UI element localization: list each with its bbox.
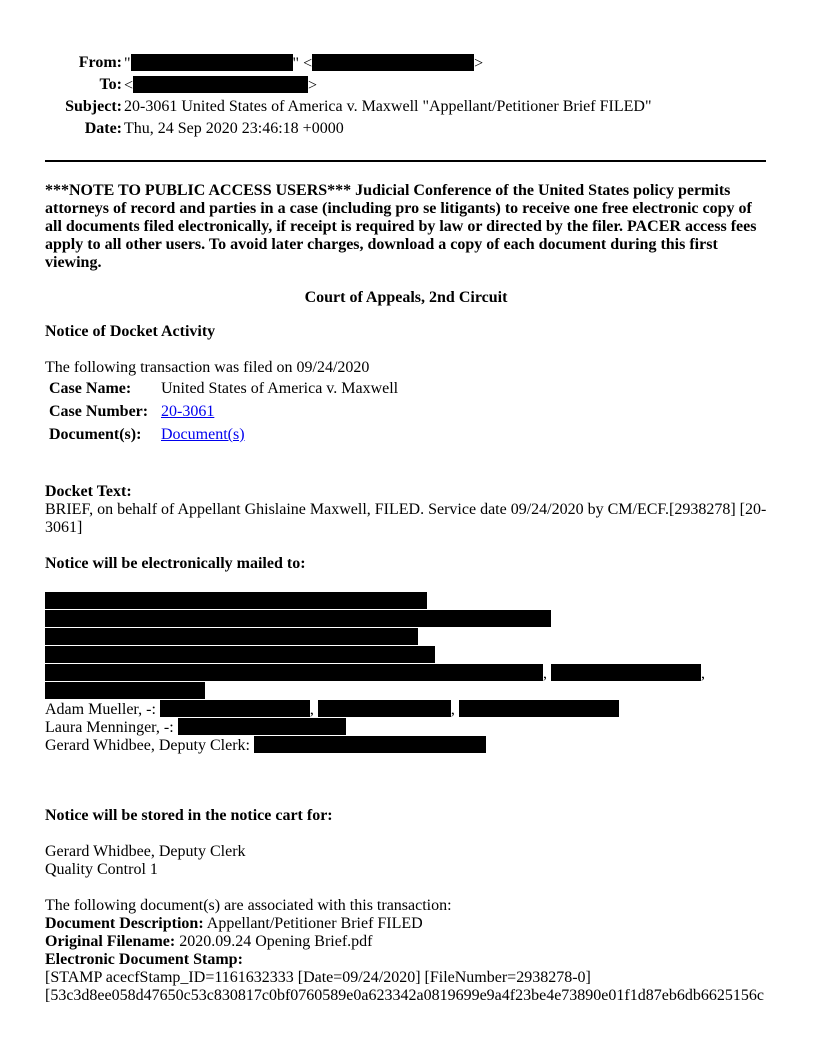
to-value: < >	[124, 77, 318, 94]
stored-heading: Notice will be stored in the notice cart for:	[45, 807, 333, 824]
public-access-notice: ***NOTE TO PUBLIC ACCESS USERS*** Judicial Conference of the United States policy permits attorneys of record and parties in a case (including pro se litigants) to receive one free electronic copy of all documents filed electronically, if receipt is required by law or directed by the filer. PACER access fees apply to all other users. To avoid later charges, download a copy of each document during this first viewing.	[45, 182, 757, 271]
orig-filename-row	[45, 933, 373, 951]
documents-row	[45, 426, 402, 449]
doc-description-row	[45, 915, 423, 933]
redaction-bar	[312, 54, 474, 71]
recipient-name: Gerard Whidbee, Deputy Clerk:	[45, 737, 250, 754]
orig-filename-value: 2020.09.24 Opening Brief.pdf	[179, 933, 373, 950]
subject-value: 20-3061 United States of America v. Maxwell "Appellant/Petitioner Brief FILED"	[124, 98, 652, 115]
redaction-bar	[131, 54, 293, 71]
subject-row	[45, 98, 767, 120]
from-row	[45, 54, 767, 76]
case-info-table	[45, 380, 402, 449]
case-number-label: Case Number:	[49, 403, 149, 420]
redaction-bar	[45, 610, 551, 627]
redaction-bar	[45, 664, 543, 681]
recipient-row: , ,	[45, 664, 767, 682]
recipient-row-gerard	[45, 736, 767, 754]
redaction-bar	[45, 682, 205, 699]
case-name-label: Case Name:	[49, 380, 132, 397]
docket-activity-heading: Notice of Docket Activity	[45, 323, 216, 340]
date-value: Thu, 24 Sep 2020 23:46:18 +0000	[124, 120, 344, 137]
header-divider	[45, 160, 766, 162]
documents-link[interactable]: Document(s)	[161, 426, 245, 443]
recipient-name: Adam Mueller, -:	[45, 701, 156, 718]
recipient-row	[45, 592, 767, 610]
recipient-name: Laura Menninger, -:	[45, 719, 174, 736]
redaction-bar	[178, 718, 346, 735]
orig-filename-label: Original Filename:	[45, 933, 176, 950]
redaction-bar	[133, 76, 308, 93]
doc-description-value: Appellant/Petitioner Brief FILED	[206, 915, 423, 932]
redaction-bar	[459, 700, 619, 717]
to-label: To:	[99, 76, 122, 93]
redaction-bar	[45, 628, 418, 645]
case-name-row	[45, 380, 402, 403]
from-value: " " < >	[124, 55, 484, 72]
redaction-bar	[160, 700, 310, 717]
case-number-link[interactable]: 20-3061	[161, 403, 215, 420]
doc-description-label: Document Description:	[45, 915, 204, 932]
stamp-line-2: [53c3d8ee058d47650c53c830817c0bf0760589e0a623342a0819699e9a4f23be4e73890e01f1d87eb6db6625156c	[45, 987, 764, 1004]
redaction-bar	[254, 736, 486, 753]
recipient-row	[45, 682, 767, 700]
associated-line: The following document(s) are associated with this transaction:	[45, 897, 452, 914]
mailed-heading: Notice will be electronically mailed to:	[45, 555, 306, 572]
recipient-row	[45, 610, 767, 628]
docket-text: BRIEF, on behalf of Appellant Ghislaine Maxwell, FILED. Service date 09/24/2020 by CM/ECF.[2938278] [20-3061]	[45, 501, 767, 536]
court-name: Court of Appeals, 2nd Circuit	[304, 289, 508, 306]
mailed-recipients	[45, 592, 767, 754]
documents-label: Document(s):	[49, 426, 142, 443]
transaction-line: The following transaction was filed on 09/24/2020	[45, 359, 370, 376]
email-header	[45, 54, 767, 142]
stored-item: Gerard Whidbee, Deputy Clerk	[45, 843, 246, 860]
subject-label: Subject:	[65, 98, 122, 115]
date-label: Date:	[84, 120, 122, 137]
case-name-value: United States of America v. Maxwell	[161, 380, 399, 397]
stamp-line-1: [STAMP acecfStamp_ID=1161632333 [Date=09/24/2020] [FileNumber=2938278-0]	[45, 969, 591, 986]
redaction-bar	[45, 646, 435, 663]
stamp-label: Electronic Document Stamp:	[45, 951, 243, 968]
redaction-bar	[551, 664, 701, 681]
redaction-bar	[318, 700, 451, 717]
stored-item: Quality Control 1	[45, 861, 158, 878]
from-label: From:	[78, 54, 122, 71]
recipient-row-adam: Adam Mueller, -: , ,	[45, 700, 767, 718]
case-number-row	[45, 403, 402, 426]
redaction-bar	[45, 592, 427, 609]
to-row	[45, 76, 767, 98]
recipient-row	[45, 646, 767, 664]
recipient-row-laura	[45, 718, 767, 736]
date-row	[45, 120, 767, 142]
recipient-row	[45, 628, 767, 646]
docket-text-label: Docket Text:	[45, 483, 132, 500]
